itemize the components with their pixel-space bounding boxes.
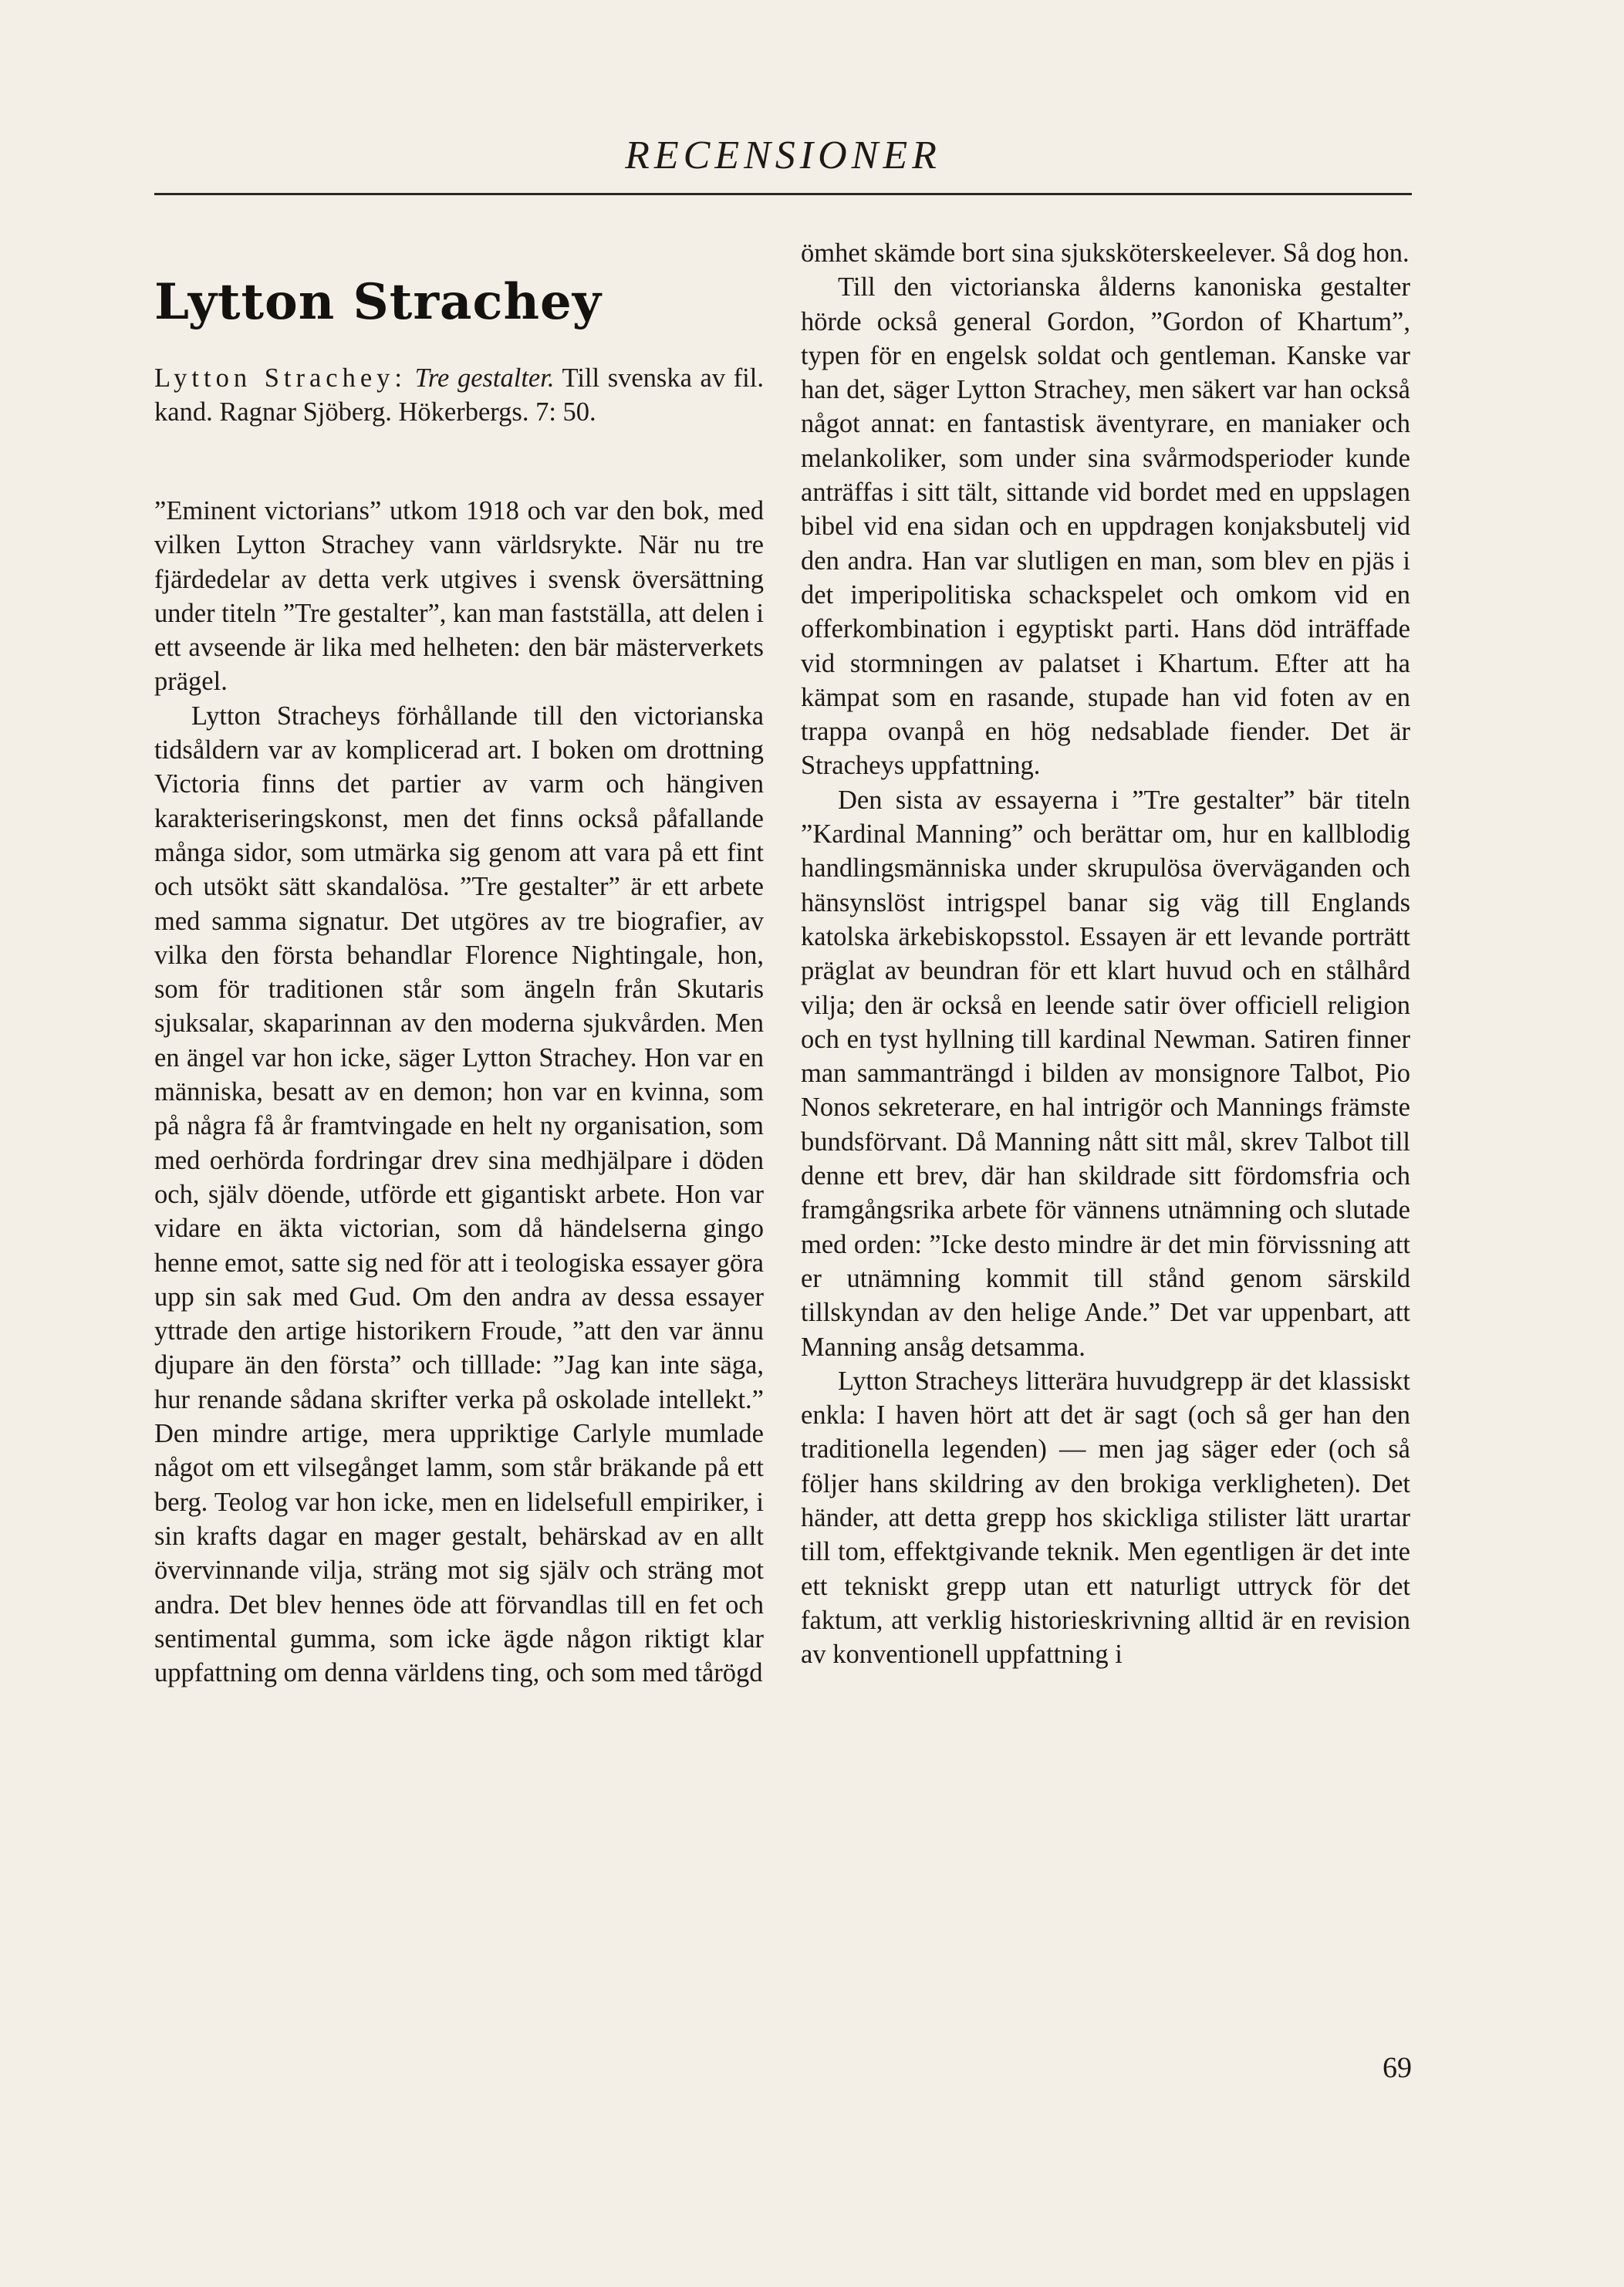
page-number: 69 [1383, 2052, 1412, 2084]
paragraph: Den sista av essayerna i ”Tre gestalter” bär titeln ”Kardinal Manning” och berättar om, hur en kallblodig handlingsmänniska under skrupulösa överväganden och hänsynslöst intrigspel banar sig väg till Englands katolska ärkebiskopsstol. Essayen är ett levande porträtt präglat av beundran för ett klart huvud och en stålhård vilja; den är också en leende satir över officiell religion och en tyst hyllning till kardinal Newman. Satiren finner man sammanträngd i bilden av monsignore Talbot, Pio Nonos sekreterare, en hal intrigör och Mannings främste bundsförvant. Då Manning nått sitt mål, skrev Talbot till denne ett brev, där han skildrade sitt fördomsfria och framgångsrika arbete för vännens utnämning och slutade med orden: ”Icke desto mindre är det min förvissning att er utnämning kommit till stånd genom särskild tillskyndan av den helige Ande.” Det var uppenbart, att Manning ansåg detsamma. [801, 785, 1410, 1362]
paragraph: Lytton Stracheys förhållande till den victorianska tidsåldern var av komplicerad art. I boken om drottning Victoria finns det partier av varm och hängiven karakteriseringskonst, men det finns också påfallande många sidor, som utmärka sig genom att vara på ett fint och utsökt sätt skandalösa. ”Tre gestalter” är ett arbete med samma signatur. Det utgöres av tre biografier, av vilka den första behandlar Florence Nightingale, hon, som för traditionen står som ängeln från Skutaris sjuksalar, skaparinnan av den moderna sjukvården. Men en ängel var hon icke, säger Lytton Strachey. Hon var en människa, besatt av en demon; hon var en kvinna, som på några få år framtvingade en helt ny organisation, som med oerhörda fordringar drev sina medhjälpare i döden och, själv döende, utförde ett gigantiskt arbete. Hon var vidare en äkta victorian, som då händelserna gingo henne emot, satte sig ned för att i teologiska essayer göra upp sin sak med Gud. Om den andra av dessa essayer yttrade den artige historikern Froude, ”att den var ännu djupare än den första” och tilllade: ”Jag kan inte säga, hur renande sådana skrifter verka på oskolade intellekt.” Den mindre artige, mera uppriktige Carlyle mumlade något om ett vilsegånget lamm, som står bräkande på ett berg. Teolog var hon icke, men en lidelsefull empiriker, i sin krafts dagar en mager gestalt, behärskad av en allt övervinnande vilja, sträng mot sig själv och sträng mot andra. Det blev hennes öde att förvandlas till en fet och sentimental gumma, som icke ägde någon riktigt klar uppfattning om denna världens ting, och som med tårögd [154, 701, 764, 1688]
header-rule [154, 193, 1412, 195]
left-column-body [154, 494, 764, 1690]
article-title: Lytton Strachey [154, 273, 602, 331]
paragraph: ömhet skämde bort sina sjuksköterskeelever. Så dog hon. [801, 238, 1410, 268]
biblio-booktitle: Tre gestalter. [414, 363, 555, 393]
right-column-body [801, 236, 1410, 1671]
running-head: RECENSIONER [625, 133, 941, 177]
biblio-author: Lytton Strachey: [154, 363, 407, 393]
bibliographic-entry [154, 361, 764, 430]
paragraph: Lytton Stracheys litterära huvudgrepp är det klassiskt enkla: I haven hört att det är sagt (och så ger han den traditionella legenden) — men jag säger eder (och så följer hans skildring av den brokiga verkligheten). Det händer, att detta grepp hos skickliga stilister lätt urartar till tom, effektgivande teknik. Men egentligen är det inte ett tekniskt grepp utan ett naturligt uttryck för det faktum, att verklig historieskrivning alltid är en revision av konventionell uppfattning i [801, 1366, 1410, 1670]
paragraph: Till den victorianska ålderns kanoniska gestalter hörde också general Gordon, ”Gordon of Khartum”, typen för en engelsk soldat och gentleman. Kanske var han det, säger Lytton Strachey, men säkert var han också något annat: en fantastisk äventyrare, en maniaker och melankoliker, som under sina svårmodsperioder kunde anträffas i sitt tält, sittande vid bordet med en uppslagen bibel vid ena sidan och en uppdragen konjaksbutelj vid den andra. Han var slutligen en man, som blev en pjäs i det imperipolitiska schackspelet och omkom vid en offerkombination i egyptiskt parti. Hans död inträffade vid stormningen av palatset i Khartum. Efter att ha kämpat som en rasande, stupade han vid foten av en trappa ovanpå en hög nedsablade fiender. Det är Stracheys uppfattning. [801, 272, 1410, 781]
biblio-details: Till svenska av fil. kand. Ragnar Sjöberg. Hökerbergs. 7: 50. [154, 363, 764, 427]
paragraph: ”Eminent victorians” utkom 1918 och var den bok, med vilken Lytton Strachey vann världsrykte. När nu tre fjärdedelar av detta verk utgives i svensk översättning under titeln ”Tre gestalter”, kan man fastställa, att delen i ett avseende är lika med helheten: den bär mästerverkets prägel. [154, 496, 764, 697]
